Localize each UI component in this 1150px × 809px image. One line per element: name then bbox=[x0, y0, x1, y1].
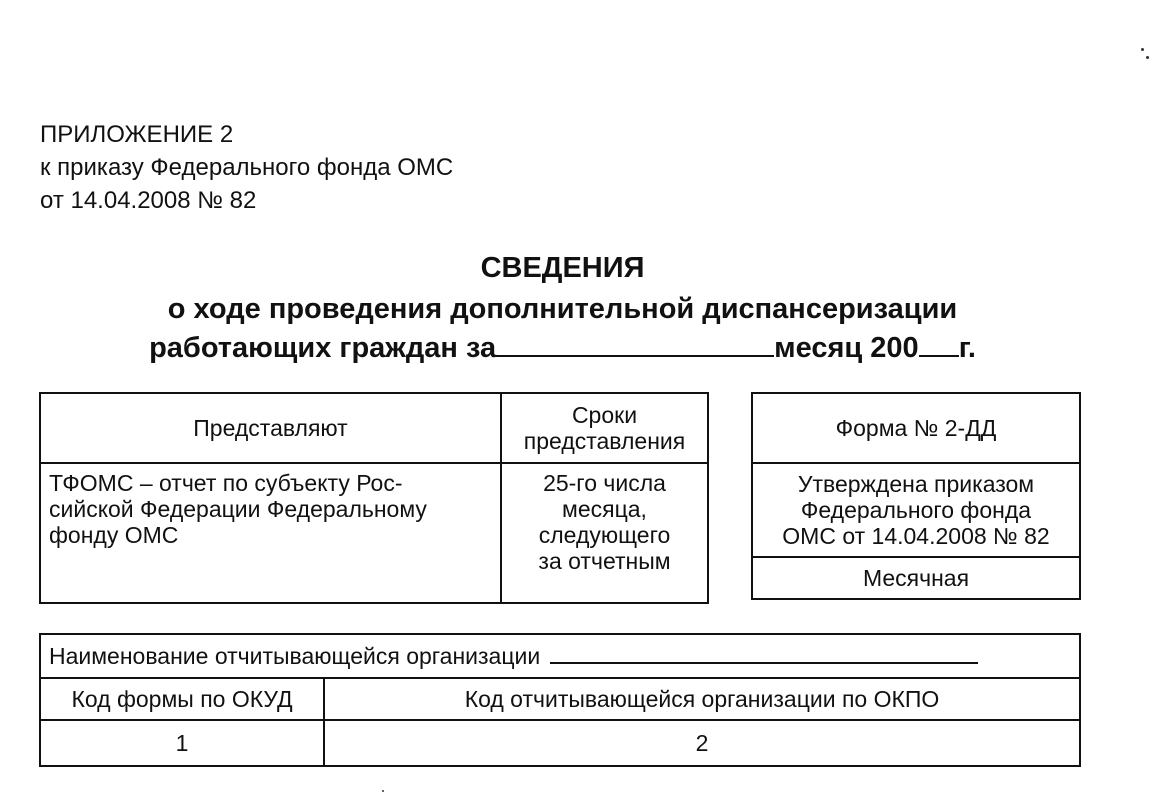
deadline-line1: 25-го числа bbox=[543, 470, 666, 496]
okpo-label: Код отчитывающейся организации по ОКПО bbox=[324, 678, 1080, 720]
submitter-line2: сийской Федерации Федеральному bbox=[49, 496, 427, 522]
year-blank[interactable] bbox=[919, 354, 959, 357]
period-suffix: г. bbox=[958, 332, 976, 364]
okud-label: Код формы по ОКУД bbox=[40, 678, 324, 720]
annex-order-ref: к приказу Федерального фонда ОМС bbox=[40, 154, 454, 181]
document-title: СВЕДЕНИЯ bbox=[480, 252, 645, 284]
deadline-line4: за отчетным bbox=[538, 548, 671, 574]
deadline-line3: следующего bbox=[538, 522, 671, 548]
header-deadline-line1: Сроки bbox=[571, 402, 638, 428]
scan-speck bbox=[382, 790, 384, 792]
header-deadline-line2: представления bbox=[523, 428, 686, 454]
form-approval-line2: Федерального фонда bbox=[800, 497, 1032, 523]
org-table bbox=[39, 633, 1081, 767]
period-prefix: работающих граждан за bbox=[149, 332, 497, 364]
deadline-cell bbox=[501, 463, 708, 603]
annex-block bbox=[40, 118, 453, 217]
org-name-field[interactable] bbox=[550, 661, 978, 664]
org-name-row bbox=[40, 634, 1080, 678]
form-number: Форма № 2-ДД bbox=[752, 393, 1080, 463]
deadline-line2: месяца, bbox=[562, 496, 647, 522]
submitter-line1: ТФОМС – отчет по субъекту Рос- bbox=[49, 470, 403, 496]
period-middle: месяц 200 bbox=[774, 332, 919, 364]
header-submitters: Представляют bbox=[40, 393, 501, 463]
submitter-cell bbox=[40, 463, 501, 603]
header-deadline bbox=[501, 393, 708, 463]
submission-table bbox=[39, 392, 709, 604]
document-subtitle: о ходе проведения дополнительной диспансеризации bbox=[167, 293, 958, 325]
submitter-line3: фонду ОМС bbox=[49, 522, 179, 548]
org-name-label: Наименование отчитывающейся организации bbox=[49, 642, 541, 669]
scan-speck bbox=[1146, 56, 1149, 59]
annex-order-date: от 14.04.2008 № 82 bbox=[40, 187, 257, 214]
month-blank[interactable] bbox=[496, 354, 774, 357]
form-approval-line3: ОМС от 14.04.2008 № 82 bbox=[782, 523, 1050, 549]
form-approval-line1: Утверждена приказом bbox=[797, 471, 1035, 497]
form-approval bbox=[752, 463, 1080, 557]
form-box bbox=[751, 392, 1081, 600]
reporting-period-line bbox=[0, 332, 1125, 365]
col-number-2: 2 bbox=[324, 720, 1080, 766]
col-number-1: 1 bbox=[40, 720, 324, 766]
form-frequency: Месячная bbox=[752, 557, 1080, 599]
annex-title: ПРИЛОЖЕНИЕ 2 bbox=[40, 121, 234, 148]
scan-speck bbox=[1141, 48, 1144, 51]
